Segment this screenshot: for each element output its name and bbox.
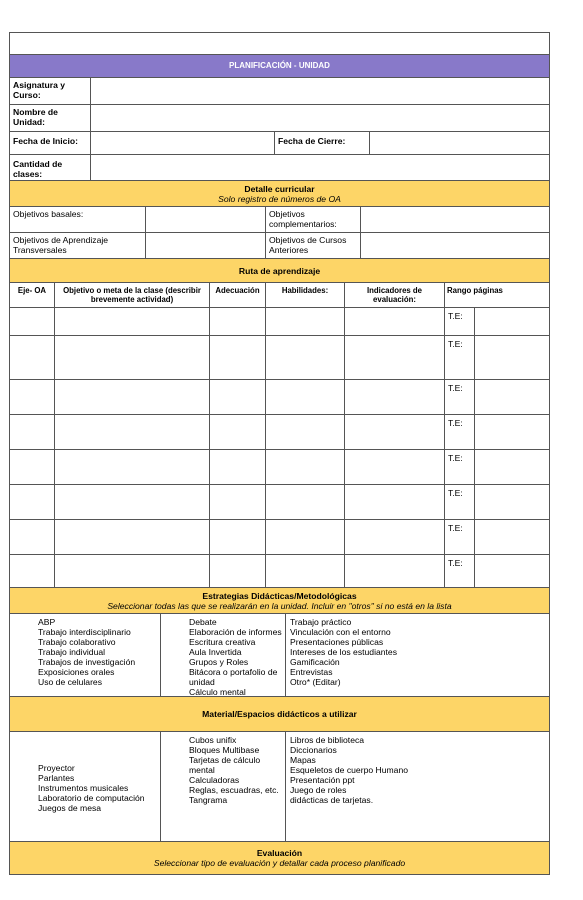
estrategia-item[interactable]: Cálculo mental bbox=[189, 687, 246, 697]
col-habilidades: Habilidades: bbox=[266, 283, 345, 308]
material-col-3[interactable] bbox=[286, 732, 550, 842]
fecha-cierre-input[interactable] bbox=[370, 132, 550, 155]
te-label: T.E: bbox=[445, 380, 475, 415]
complementarios-label: Objetivos complementarios: bbox=[266, 207, 361, 233]
ruta-section bbox=[9, 258, 550, 590]
estrategia-item[interactable]: Escritura creativa bbox=[189, 637, 256, 647]
estrategia-item[interactable]: Presentaciones públicas bbox=[290, 637, 384, 647]
estrategia-item[interactable]: Trabajo individual bbox=[38, 647, 106, 657]
objetivo-cell[interactable] bbox=[55, 450, 210, 485]
adecuacion-cell[interactable] bbox=[210, 520, 266, 555]
estrategias-header bbox=[10, 588, 550, 614]
te-label: T.E: bbox=[445, 336, 475, 380]
basales-input[interactable] bbox=[146, 207, 266, 233]
adecuacion-cell[interactable] bbox=[210, 336, 266, 380]
objetivo-cell[interactable] bbox=[55, 555, 210, 590]
page-title: PLANIFICACIÓN - UNIDAD bbox=[10, 55, 550, 78]
ruta-row bbox=[10, 415, 550, 450]
material-item[interactable]: Libros de biblioteca bbox=[290, 735, 365, 745]
col-rango-paginas: Rango páginas bbox=[445, 283, 550, 308]
indicadores-cell[interactable] bbox=[345, 415, 445, 450]
fecha-cierre-label: Fecha de Cierre: bbox=[275, 132, 370, 155]
habilidades-cell[interactable] bbox=[266, 485, 345, 520]
material-item[interactable]: didácticas de tarjetas. bbox=[290, 795, 374, 805]
col-eje-oa: Eje- OA bbox=[10, 283, 55, 308]
material-item[interactable]: Juego de roles bbox=[290, 785, 347, 795]
estrategia-item[interactable]: Aula Invertida bbox=[189, 647, 242, 657]
col-indicadores: Indicadores de evaluación: bbox=[345, 283, 445, 308]
estrategia-item[interactable]: Exposiciones orales bbox=[38, 667, 115, 677]
nombre-input[interactable] bbox=[91, 105, 550, 132]
eje-oa-cell[interactable] bbox=[10, 380, 55, 415]
rango-paginas-cell[interactable] bbox=[475, 520, 550, 555]
material-col-1[interactable] bbox=[10, 732, 161, 842]
evaluacion-section bbox=[9, 841, 550, 875]
estrategia-item[interactable]: Entrevistas bbox=[290, 667, 333, 677]
rango-paginas-cell[interactable] bbox=[475, 555, 550, 590]
material-header bbox=[10, 697, 550, 732]
anteriores-input[interactable] bbox=[361, 233, 550, 259]
habilidades-cell[interactable] bbox=[266, 380, 345, 415]
material-item[interactable]: Diccionarios bbox=[290, 745, 337, 755]
col-adecuacion: Adecuación bbox=[210, 283, 266, 308]
material-item[interactable]: Reglas, escuadras, etc. bbox=[189, 785, 279, 795]
objetivo-cell[interactable] bbox=[55, 485, 210, 520]
cantidad-label: Cantidad de clases: bbox=[10, 155, 91, 182]
ruta-title: Ruta de aprendizaje bbox=[238, 265, 321, 276]
indicadores-cell[interactable] bbox=[345, 450, 445, 485]
te-label: T.E: bbox=[445, 485, 475, 520]
ruta-row bbox=[10, 336, 550, 380]
eje-oa-cell[interactable] bbox=[10, 485, 55, 520]
adecuacion-cell[interactable] bbox=[210, 380, 266, 415]
te-label: T.E: bbox=[445, 450, 475, 485]
rango-paginas-cell[interactable] bbox=[475, 485, 550, 520]
eje-oa-cell[interactable] bbox=[10, 336, 55, 380]
estrategia-item[interactable]: ABP bbox=[38, 617, 56, 627]
curricular-header bbox=[10, 181, 550, 207]
indicadores-cell[interactable] bbox=[345, 380, 445, 415]
material-item[interactable]: Esqueletos de cuerpo Humano bbox=[290, 765, 409, 775]
estrategia-item[interactable]: Elaboración de informes bbox=[189, 627, 282, 637]
te-label: T.E: bbox=[445, 308, 475, 336]
adecuacion-cell[interactable] bbox=[210, 415, 266, 450]
rango-paginas-cell[interactable] bbox=[475, 308, 550, 336]
estrategia-item[interactable]: Uso de celulares bbox=[38, 677, 103, 687]
te-label: T.E: bbox=[445, 415, 475, 450]
material-item[interactable]: Instrumentos musicales bbox=[38, 783, 129, 793]
adecuacion-cell[interactable] bbox=[210, 450, 266, 485]
estrategia-item[interactable]: Intereses de los estudiantes bbox=[290, 647, 398, 657]
material-item[interactable]: Presentación ppt bbox=[290, 775, 355, 785]
estrategias-subtitle: Seleccionar todas las que se realizarán en la unidad. Incluir en "otros" si no está en la lista bbox=[107, 600, 452, 611]
eje-oa-cell[interactable] bbox=[10, 450, 55, 485]
curricular-title: Detalle curricular bbox=[244, 183, 315, 194]
objetivo-cell[interactable] bbox=[55, 415, 210, 450]
eje-oa-cell[interactable] bbox=[10, 555, 55, 590]
adecuacion-cell[interactable] bbox=[210, 308, 266, 336]
estrategia-item[interactable]: Vinculación con el entorno bbox=[290, 627, 391, 637]
ruta-row bbox=[10, 485, 550, 520]
header-fields bbox=[9, 77, 550, 182]
ruta-row bbox=[10, 380, 550, 415]
transversales-input[interactable] bbox=[146, 233, 266, 259]
estrategia-item[interactable]: Trabajo práctico bbox=[290, 617, 352, 627]
estrategias-col-3[interactable] bbox=[286, 614, 550, 698]
material-item[interactable]: Tangrama bbox=[189, 795, 228, 805]
objetivo-cell[interactable] bbox=[55, 520, 210, 555]
estrategia-item[interactable]: Gamificación bbox=[290, 657, 340, 667]
material-item[interactable]: Mapas bbox=[290, 755, 316, 765]
eje-oa-cell[interactable] bbox=[10, 520, 55, 555]
ruta-row bbox=[10, 308, 550, 336]
habilidades-cell[interactable] bbox=[266, 520, 345, 555]
estrategia-item[interactable]: Trabajos de investigación bbox=[38, 657, 136, 667]
estrategias-col-1[interactable] bbox=[10, 614, 161, 698]
material-item[interactable]: Tarjetas de cálculo bbox=[189, 755, 261, 765]
estrategia-item[interactable]: Bitácora o portafolio de bbox=[189, 667, 278, 677]
indicadores-cell[interactable] bbox=[345, 555, 445, 590]
indicadores-cell[interactable] bbox=[345, 308, 445, 336]
te-label: T.E: bbox=[445, 520, 475, 555]
transversales-label: Objetivos de Aprendizaje Transversales bbox=[10, 233, 146, 259]
fecha-inicio-input[interactable] bbox=[91, 132, 275, 155]
material-title: Material/Espacios didácticos a utilizar bbox=[202, 709, 357, 719]
eje-oa-cell[interactable] bbox=[10, 415, 55, 450]
adecuacion-cell[interactable] bbox=[210, 485, 266, 520]
asignatura-input[interactable] bbox=[91, 78, 550, 105]
estrategias-title: Estrategias Didácticas/Metodológicas bbox=[202, 590, 357, 601]
objetivo-cell[interactable] bbox=[55, 380, 210, 415]
estrategia-item[interactable]: Debate bbox=[189, 617, 217, 627]
complementarios-input[interactable] bbox=[361, 207, 550, 233]
material-item[interactable]: mental bbox=[189, 765, 215, 775]
material-item[interactable]: Cubos unifix bbox=[189, 735, 237, 745]
planning-form bbox=[9, 32, 550, 78]
estrategia-item[interactable]: Otro* (Editar) bbox=[290, 677, 341, 687]
evaluacion-title: Evaluación bbox=[256, 848, 303, 858]
material-col-2[interactable] bbox=[161, 732, 286, 842]
habilidades-cell[interactable] bbox=[266, 336, 345, 380]
evaluacion-header bbox=[10, 842, 550, 875]
ruta-row bbox=[10, 450, 550, 485]
habilidades-cell[interactable] bbox=[266, 555, 345, 590]
col-objetivo: Objetivo o meta de la clase (describir brevemente actividad) bbox=[55, 283, 210, 308]
habilidades-cell[interactable] bbox=[266, 415, 345, 450]
curricular-subtitle: Solo registro de números de OA bbox=[218, 193, 341, 204]
top-blank-row bbox=[10, 33, 550, 55]
objetivo-cell[interactable] bbox=[55, 336, 210, 380]
material-item[interactable]: Juegos de mesa bbox=[38, 803, 102, 813]
habilidades-cell[interactable] bbox=[266, 308, 345, 336]
basales-label: Objetivos basales: bbox=[10, 207, 146, 233]
rango-paginas-cell[interactable] bbox=[475, 336, 550, 380]
ruta-row bbox=[10, 555, 550, 590]
anteriores-label: Objetivos de Cursos Anteriores bbox=[266, 233, 361, 259]
material-item[interactable]: Parlantes bbox=[38, 773, 75, 783]
rango-paginas-cell[interactable] bbox=[475, 450, 550, 485]
rango-paginas-cell[interactable] bbox=[475, 415, 550, 450]
estrategias-section bbox=[9, 587, 550, 698]
material-item[interactable]: Laboratorio de computación bbox=[38, 793, 145, 803]
nombre-label: Nombre de Unidad: bbox=[10, 105, 91, 132]
material-item[interactable]: Calculadoras bbox=[189, 775, 240, 785]
curricular-section bbox=[9, 180, 550, 259]
te-label: T.E: bbox=[445, 555, 475, 590]
rango-paginas-cell[interactable] bbox=[475, 380, 550, 415]
estrategia-item[interactable]: unidad bbox=[189, 677, 215, 687]
material-item[interactable]: Proyector bbox=[38, 763, 75, 773]
objetivo-cell[interactable] bbox=[55, 308, 210, 336]
ruta-row bbox=[10, 520, 550, 555]
indicadores-cell[interactable] bbox=[345, 520, 445, 555]
indicadores-cell[interactable] bbox=[345, 336, 445, 380]
asignatura-label: Asignatura y Curso: bbox=[10, 78, 91, 105]
adecuacion-cell[interactable] bbox=[210, 555, 266, 590]
cantidad-input[interactable] bbox=[91, 155, 550, 182]
material-section bbox=[9, 696, 550, 842]
estrategia-item[interactable]: Grupos y Roles bbox=[189, 657, 249, 667]
evaluacion-subtitle: Seleccionar tipo de evaluación y detallar cada proceso planificado bbox=[153, 858, 406, 868]
fecha-inicio-label: Fecha de Inicio: bbox=[10, 132, 91, 155]
material-item[interactable]: Bloques Multibase bbox=[189, 745, 260, 755]
estrategias-col-2[interactable] bbox=[161, 614, 286, 698]
eje-oa-cell[interactable] bbox=[10, 308, 55, 336]
habilidades-cell[interactable] bbox=[266, 450, 345, 485]
estrategia-item[interactable]: Trabajo colaborativo bbox=[38, 637, 116, 647]
ruta-header bbox=[10, 259, 550, 283]
indicadores-cell[interactable] bbox=[345, 485, 445, 520]
estrategia-item[interactable]: Trabajo interdisciplinario bbox=[38, 627, 131, 637]
